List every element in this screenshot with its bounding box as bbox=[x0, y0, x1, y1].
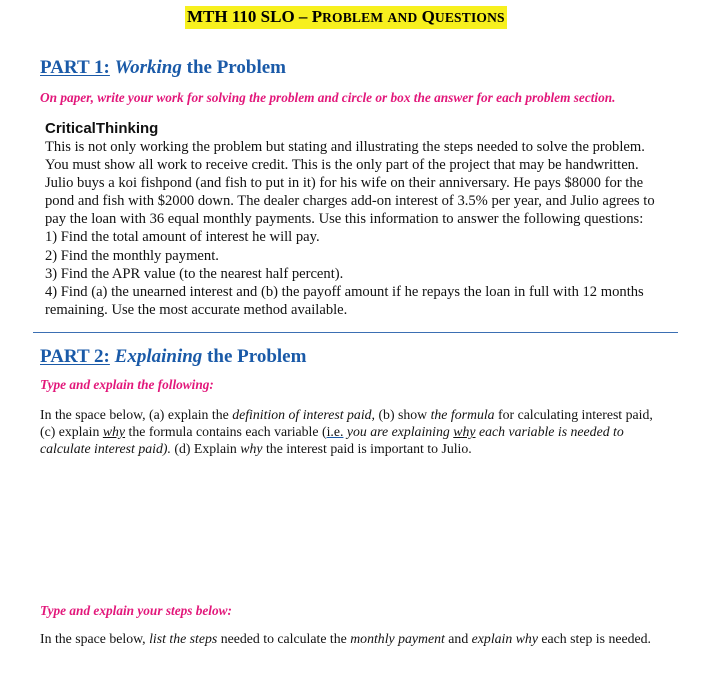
question-2: 2) Find the monthly payment. bbox=[45, 247, 219, 264]
body-line: pond and fish with $2000 down. The dealer charges add-on interest of 3.5% per year, and Julio agrees to bbox=[45, 193, 655, 210]
body-line: pay the loan with 36 equal monthly payments. Use this information to answer the following questions: bbox=[45, 211, 644, 228]
body-line: You must show all work to receive credit. This is the only part of the project that may be handwritten. bbox=[45, 157, 639, 174]
part2-label: PART 2: bbox=[40, 346, 110, 367]
part3-line-1: In the space below, list the steps needed to calculate the monthly payment and explain why each step is needed. bbox=[40, 631, 651, 646]
part2-emphasis: Explaining bbox=[114, 346, 203, 367]
part1-heading bbox=[40, 57, 286, 79]
page-title: MTH 110 SLO – PROBLEM AND QUESTIONS bbox=[185, 6, 507, 29]
body-line: This is not only working the problem but stating and illustrating the steps needed to solve the problem. bbox=[45, 139, 645, 155]
section-divider bbox=[33, 332, 678, 333]
question-4: 4) Find (a) the unearned interest and (b) the payoff amount if he repays the loan in full with 12 months bbox=[45, 283, 644, 300]
part2-heading bbox=[40, 346, 306, 368]
part2-line-1: In the space below, (a) explain the definition of interest paid, (b) show the formula for calculating interest paid, bbox=[40, 407, 653, 422]
part1-emphasis: Working bbox=[114, 57, 182, 78]
part2-paragraph bbox=[40, 406, 690, 457]
part1-heading-rest: the Problem bbox=[186, 57, 287, 78]
part2-instruction: Type and explain the following: bbox=[40, 377, 214, 392]
critical-thinking-body bbox=[45, 138, 685, 319]
part2-heading-rest: the Problem bbox=[207, 346, 307, 367]
critical-thinking-title: CriticalThinking bbox=[45, 120, 159, 137]
body-line: Julio buys a koi fishpond (and fish to put in it) for his wife on their anniversary. He pays $8000 for the bbox=[45, 175, 644, 192]
part3-paragraph bbox=[40, 630, 690, 647]
question-4-cont: remaining. Use the most accurate method available. bbox=[45, 301, 348, 318]
part2-line-3: calculate interest paid). (d) Explain why the interest paid is important to Julio. bbox=[40, 441, 472, 456]
part1-label: PART 1: bbox=[40, 57, 110, 78]
part3-instruction: Type and explain your steps below: bbox=[40, 603, 232, 618]
part2-line-2: (c) explain why the formula contains each variable (i.e. you are explaining why each variable is needed to bbox=[40, 424, 624, 439]
question-3: 3) Find the APR value (to the nearest half percent). bbox=[45, 265, 344, 282]
question-1: 1) Find the total amount of interest he will pay. bbox=[45, 229, 320, 246]
part1-instruction: On paper, write your work for solving the problem and circle or box the answer for each problem section. bbox=[40, 90, 616, 105]
